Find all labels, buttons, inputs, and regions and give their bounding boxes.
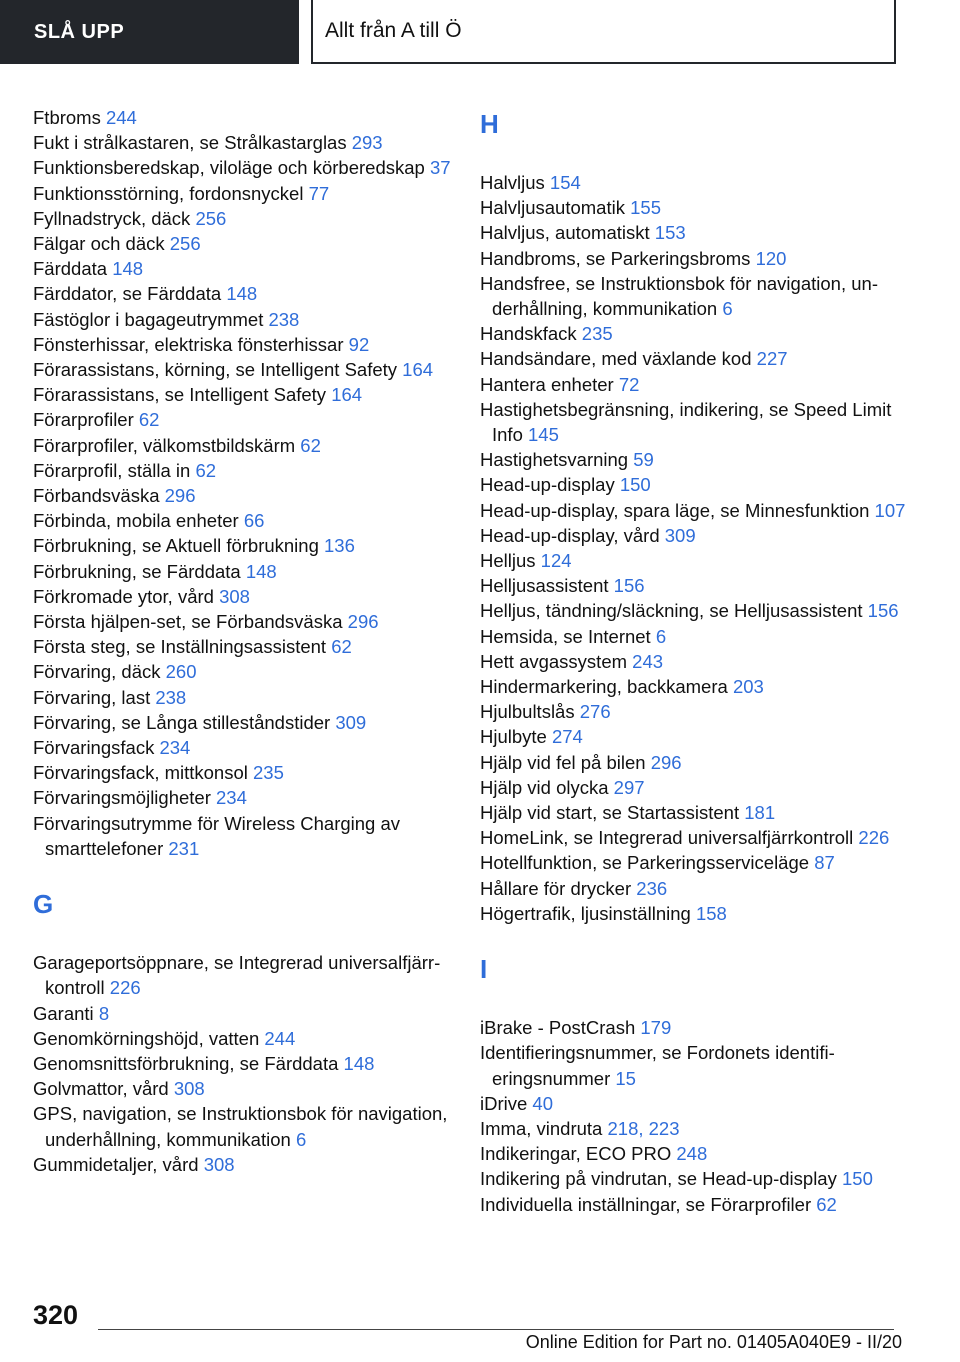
index-entry-text: Färddata [33, 258, 108, 280]
page-reference-link[interactable]: 40 [532, 1092, 553, 1114]
index-entry-text: HomeLink, se Integrerad universalfjärrkontroll [480, 827, 854, 849]
index-entry-text: Handsfree, se Instruktionsbok för navigation, underhållning, kommunikation [480, 272, 878, 320]
page-reference-link[interactable]: 148 [343, 1052, 375, 1074]
index-entry [33, 155, 463, 180]
index-entry [33, 609, 463, 634]
index-entry-text: Fälgar och däck [33, 233, 165, 255]
page-reference-link[interactable]: 235 [581, 323, 613, 345]
index-entry-text: Hotellfunktion, se Parkeringsserviceläge [480, 852, 810, 874]
page-reference-link[interactable]: 150 [842, 1168, 873, 1190]
page-reference-link[interactable]: 164 [331, 384, 363, 406]
index-entry [33, 458, 463, 483]
index-entry [480, 472, 910, 497]
index-entry [480, 1166, 910, 1191]
page-reference-link[interactable]: 238 [268, 308, 300, 330]
index-entry-text: Head-up-display, spara läge, se Minnesfunktion [480, 499, 870, 521]
page-reference-link[interactable]: 107 [874, 499, 906, 521]
index-entry [33, 508, 463, 533]
index-entry-text: Halvljus, automatiskt [480, 222, 650, 244]
page-reference-link[interactable]: 6 [722, 298, 733, 320]
index-entry [33, 433, 463, 458]
page-reference-link[interactable]: 235 [253, 762, 284, 784]
section-tab[interactable] [0, 0, 299, 64]
index-entry-text: Ftbroms [33, 107, 101, 128]
index-entry [33, 332, 463, 357]
index-entry [480, 271, 910, 321]
section-gap [480, 926, 910, 950]
index-entry [33, 685, 463, 710]
index-entry [480, 397, 910, 447]
index-entry [480, 850, 910, 875]
page-reference-link[interactable]: 62 [195, 459, 217, 481]
index-entry-text: Förarprofil, ställa in [33, 459, 191, 481]
index-entry [33, 1101, 463, 1151]
index-entry-text: Gummidetaljer, vård [33, 1153, 199, 1175]
index-entry-text: Indikeringar, ECO PRO [480, 1143, 672, 1165]
index-entry [33, 181, 463, 206]
page-reference-link[interactable]: 154 [549, 172, 581, 193]
page-reference-link[interactable]: 308 [203, 1153, 235, 1175]
page-reference-link[interactable]: 309 [664, 524, 696, 546]
index-entry-text: Förvaringsutrymme för Wireless Charging av smarttelefoner [33, 812, 401, 859]
index-entry-text: Halvljusautomatik [480, 197, 625, 219]
page-reference-link[interactable]: 244 [264, 1027, 296, 1049]
index-entry [480, 775, 910, 800]
index-entry [480, 1015, 910, 1040]
chapter-tab[interactable] [311, 0, 896, 64]
index-entry-text: Hjälp vid start, se Startassistent [480, 802, 740, 824]
index-entry [33, 281, 463, 306]
index-entry [480, 573, 910, 598]
index-entry [480, 548, 910, 573]
index-entry [33, 1051, 463, 1076]
page-reference-link[interactable]: 243 [632, 650, 664, 672]
index-entry [480, 1192, 910, 1217]
page-reference-link[interactable]: 308 [173, 1078, 205, 1100]
index-letter-heading: G [33, 889, 54, 920]
index-entry-text: Förbinda, mobila enheter [33, 510, 239, 532]
index-entry-text: Handbroms, se Parkeringsbroms [480, 247, 751, 269]
page-reference-link[interactable]: 153 [654, 222, 686, 244]
page-reference-link[interactable]: 92 [348, 333, 370, 355]
page-reference-link[interactable]: 120 [755, 247, 787, 269]
index-entry-text: Första hjälpen-set, se Förbandsväska [33, 611, 343, 633]
index-entry [480, 649, 910, 674]
page-reference-link[interactable]: 256 [195, 207, 227, 229]
index-entry [33, 785, 463, 810]
page-number: 320 [33, 1300, 79, 1330]
index-entry [33, 760, 463, 785]
index-entry [33, 811, 463, 861]
index-entry [480, 498, 910, 523]
index-entry [480, 447, 910, 472]
page-reference-link[interactable]: 62 [816, 1193, 837, 1215]
section-gap [33, 861, 463, 885]
index-entry-text: Hemsida, se Internet [480, 625, 651, 647]
index-entry-text: Hastighetsbegränsning, indikering, se Speed Limit Info [480, 398, 892, 446]
index-entry [480, 346, 910, 371]
page-reference-link[interactable]: 66 [243, 510, 265, 532]
index-entry [33, 231, 463, 256]
page-reference-link[interactable]: 296 [650, 751, 682, 773]
index-entry-text: Funktionsberedskap, viloläge och körberedskap [33, 157, 425, 179]
index-entry-text: Förarprofiler, välkomstbildskärm [33, 434, 296, 456]
page-reference-link[interactable]: 234 [159, 737, 191, 759]
page-reference-link[interactable]: 150 [619, 474, 651, 496]
index-entry [480, 220, 910, 245]
index-entry-text: Funktionsstörning, fordonsnyckel [33, 182, 304, 204]
index-entry-text: Förarassistans, se Intelligent Safety [33, 384, 327, 406]
index-entry-text: Identifieringsnummer, se Fordonets identifieringsnummer [480, 1042, 835, 1089]
index-entry-text: Helljus, tändning/släckning, se Helljusassistent [480, 600, 863, 622]
index-entry [480, 170, 910, 195]
index-entry-text: Förbandsväska [33, 485, 160, 507]
index-entry [33, 584, 463, 609]
index-entry-text: Hastighetsvarning [480, 449, 629, 471]
page-reference-link[interactable]: 293 [351, 132, 383, 154]
index-entry [33, 206, 463, 231]
page-reference-link[interactable]: 158 [695, 902, 727, 924]
index-entry-text: Hantera enheter [480, 373, 614, 395]
page-reference-link[interactable]: 231 [168, 837, 200, 859]
page-reference-link[interactable]: 156 [867, 600, 899, 622]
index-entry [33, 105, 463, 130]
page-reference-link[interactable]: 72 [618, 373, 640, 395]
index-entry [33, 483, 463, 508]
page-reference-link[interactable]: 296 [164, 485, 196, 507]
index-entry-text: Förbrukning, se Aktuell förbrukning [33, 535, 319, 557]
index-entry-text: Hjulbyte [480, 726, 547, 748]
index-entry [480, 598, 910, 623]
page-reference-link[interactable]: 156 [613, 575, 645, 597]
index-entry-text: Handsändare, med växlande kod [480, 348, 752, 370]
index-entry-text: Förvaringsfack, mittkonsol [33, 762, 248, 784]
page-reference-link[interactable]: 226 [109, 977, 141, 999]
page-reference-link[interactable]: 124 [540, 550, 572, 572]
index-column-right [480, 105, 910, 1217]
chapter-title: Allt från A till Ö [325, 19, 462, 42]
page-reference-link[interactable]: 87 [814, 852, 835, 874]
index-entry [480, 523, 910, 548]
index-entry [33, 1026, 463, 1051]
index-entry-text: Hjälp vid fel på bilen [480, 751, 646, 773]
index-entry-text: Helljusassistent [480, 575, 609, 597]
index-entry-text: Förvaring, se Långa stilleståndstider [33, 711, 331, 733]
page-reference-link[interactable]: 62 [300, 434, 321, 456]
index-entry [480, 724, 910, 749]
index-entry [480, 372, 910, 397]
index-entry [33, 256, 463, 281]
index-entry [480, 750, 910, 775]
index-entry [480, 1141, 910, 1166]
index-entry [480, 876, 910, 901]
index-entry [480, 825, 910, 850]
page-reference-link[interactable]: 274 [551, 726, 583, 748]
index-entry [480, 321, 910, 346]
page-reference-link[interactable]: 155 [630, 197, 661, 219]
index-entry-text: Individuella inställningar, se Förarprofiler [480, 1193, 812, 1215]
index-entry-text: Fästöglor i bagageutrymmet [33, 308, 264, 330]
index-entry-text: GPS, navigation, se Instruktionsbok för navigation, underhållning, kommunikation [33, 1103, 448, 1150]
page-reference-link[interactable]: 148 [226, 283, 258, 305]
index-entry [33, 407, 463, 432]
index-entry [480, 1091, 910, 1116]
index-entry [480, 1116, 910, 1141]
index-entry-text: Förkromade ytor, vård [33, 585, 214, 607]
index-entry [33, 382, 463, 407]
index-letter-heading: I [480, 954, 488, 985]
page-reference-link[interactable]: 62 [331, 636, 352, 658]
index-entry-text: Genomsnittsförbrukning, se Färddata [33, 1052, 339, 1074]
index-entry-text: Fönsterhissar, elektriska fönsterhissar [33, 333, 344, 355]
page-reference-link[interactable]: 62 [138, 409, 160, 431]
page-reference-link[interactable]: 59 [633, 449, 654, 471]
index-entry-text: Indikering på vindrutan, se Head-up-display [480, 1168, 837, 1190]
index-column-left [33, 105, 463, 1177]
index-entry-text: Garageportsöppnare, se Integrerad universalfjärrkontroll [33, 952, 441, 999]
index-entry [480, 624, 910, 649]
index-entry-text: Hindermarkering, backkamera [480, 676, 728, 698]
page-reference-link[interactable]: 227 [756, 348, 788, 370]
index-entry [480, 699, 910, 724]
index-entry-text: Golvmattor, vård [33, 1078, 169, 1100]
index-entry [480, 246, 910, 271]
page-reference-link[interactable]: 226 [858, 827, 890, 849]
page-reference-link[interactable]: 238 [155, 686, 187, 708]
index-entry-text: Förvaring, last [33, 686, 151, 708]
index-entry-text: Förarassistans, körning, se Intelligent Safety [33, 359, 398, 381]
index-entry [480, 901, 910, 926]
index-entry [33, 1076, 463, 1101]
page-reference-link[interactable]: 218, 223 [607, 1117, 680, 1139]
page-reference-link[interactable]: 37 [429, 157, 451, 179]
index-entry-text: Hjälp vid olycka [480, 776, 609, 798]
page-reference-link[interactable]: 6 [655, 625, 667, 647]
index-entry-text: Förarprofiler [33, 409, 134, 431]
index-entry-text: Garanti [33, 1002, 94, 1024]
index-entry [33, 950, 463, 1000]
page-reference-link[interactable]: 148 [112, 258, 144, 280]
page-reference-link[interactable]: 297 [613, 776, 645, 798]
index-entry-text: Genomkörningshöjd, vatten [33, 1027, 260, 1049]
index-entry [33, 659, 463, 684]
index-entry [33, 1001, 463, 1026]
index-entry-text: Förvaring, däck [33, 661, 161, 683]
index-entry [33, 634, 463, 659]
page-reference-link[interactable]: 164 [402, 359, 434, 381]
page-reference-link[interactable]: 260 [165, 661, 197, 683]
page-reference-link[interactable]: 148 [245, 560, 277, 582]
index-entry-text: Handskfack [480, 323, 577, 345]
page-reference-link[interactable]: 244 [105, 107, 137, 128]
index-entry-text: Fyllnadstryck, däck [33, 207, 191, 229]
page-reference-link[interactable]: 8 [98, 1002, 110, 1024]
index-entry-text: Första steg, se Inställningsassistent [33, 636, 327, 658]
page-reference-link[interactable]: 136 [324, 535, 355, 557]
index-entry [33, 559, 463, 584]
page-reference-link[interactable]: 234 [216, 787, 247, 809]
index-entry [33, 130, 463, 155]
index-entry [480, 800, 910, 825]
page-reference-link[interactable]: 309 [335, 711, 367, 733]
page-reference-link[interactable]: 248 [676, 1143, 708, 1165]
page-reference-link[interactable]: 256 [169, 233, 201, 255]
index-entry-text: Färddator, se Färddata [33, 283, 222, 305]
index-entry-text: Head-up-display, vård [480, 524, 660, 546]
index-entry-text: Hett avgassystem [480, 650, 628, 672]
index-entry-text: Halvljus [480, 172, 545, 193]
index-entry [480, 1040, 910, 1090]
index-entry-text: Förbrukning, se Färddata [33, 560, 241, 582]
page-reference-link[interactable]: 179 [640, 1017, 672, 1039]
index-entry-text: Hållare för drycker [480, 877, 632, 899]
index-entry [33, 307, 463, 332]
index-entry-text: Head-up-display [480, 474, 615, 496]
index-entry [480, 195, 910, 220]
page-reference-link[interactable]: 276 [579, 701, 611, 723]
index-entry [480, 674, 910, 699]
page-reference-link[interactable]: 15 [615, 1067, 636, 1089]
index-entry-text: Helljus [480, 550, 536, 572]
section-tab-label: SLÅ UPP [34, 20, 125, 43]
index-entry-text: Högertrafik, ljusinställning [480, 902, 691, 924]
edition-note: Online Edition for Part no. 01405A040E9 - II/20 [525, 1332, 902, 1352]
page-reference-link[interactable]: 308 [219, 585, 250, 607]
page-reference-link[interactable]: 203 [732, 676, 764, 698]
index-entry [33, 735, 463, 760]
index-entry-text: Förvaringsmöjligheter [33, 787, 211, 809]
index-entry-text: Förvaringsfack [33, 737, 155, 759]
page-reference-link[interactable]: 181 [744, 802, 776, 824]
index-entry-text: Fukt i strålkastaren, se Strålkastarglas [33, 132, 347, 154]
index-entry [33, 710, 463, 735]
page-reference-link[interactable]: 77 [308, 182, 330, 204]
index-entry [33, 357, 463, 382]
index-entry-text: iDrive [480, 1092, 528, 1114]
page-reference-link[interactable]: 145 [528, 424, 559, 446]
index-entry [33, 533, 463, 558]
page-reference-link[interactable]: 296 [347, 611, 379, 633]
index-entry-text: Imma, vindruta [480, 1117, 603, 1139]
index-entry-text: Hjulbultslås [480, 701, 575, 723]
footer-divider [98, 1329, 894, 1330]
page-reference-link[interactable]: 236 [636, 877, 668, 899]
page-reference-link[interactable]: 6 [295, 1128, 307, 1150]
index-entry-text: iBrake - PostCrash [480, 1017, 636, 1039]
index-letter-heading: H [480, 109, 499, 139]
index-entry [33, 1152, 463, 1177]
page-header [0, 0, 960, 66]
